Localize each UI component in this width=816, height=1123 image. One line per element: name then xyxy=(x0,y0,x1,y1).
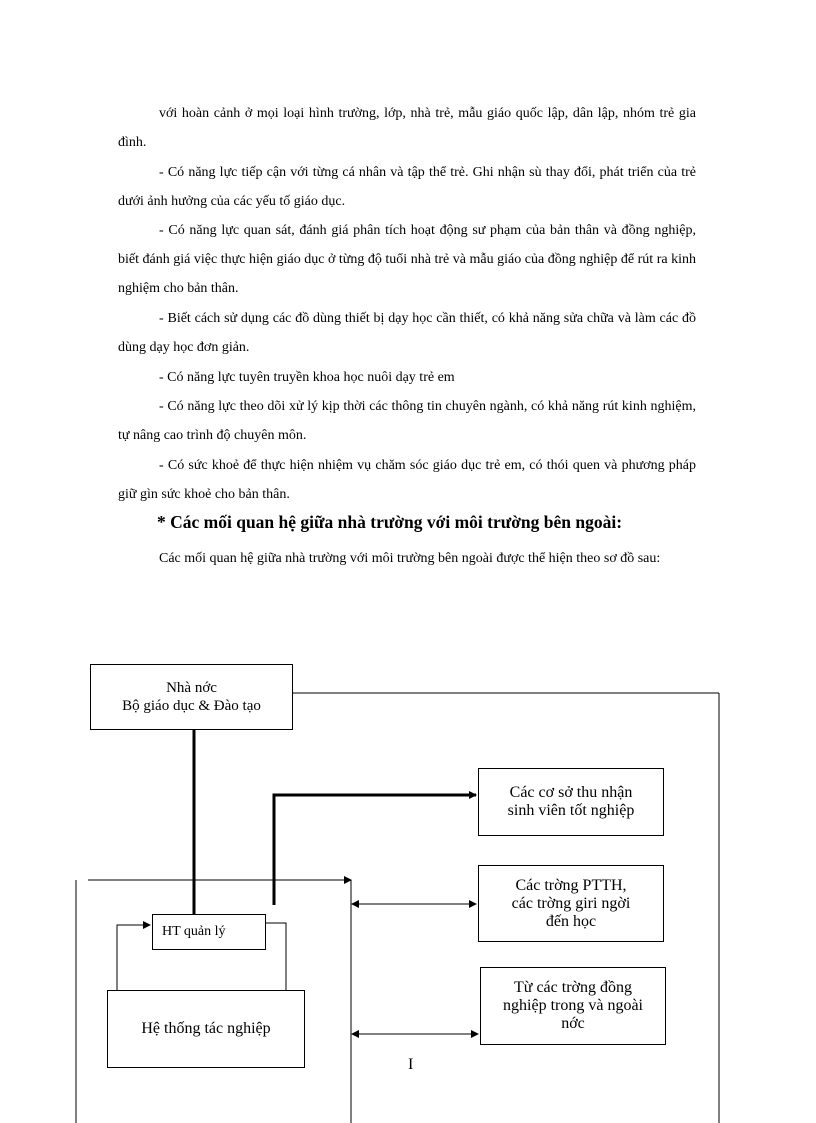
operations-label: Hệ thống tác nghiệp xyxy=(141,1020,271,1037)
paragraph-1: với hoàn cảnh ở mọi loại hình trường, lớp, nhà trẻ, mẫu giáo quốc lập, dân lập, nhóm trẻ gia đình. xyxy=(118,106,696,150)
marker-label: I xyxy=(408,1056,414,1073)
operations-box xyxy=(107,990,305,1068)
paragraph-6: - Có năng lực theo dõi xử lý kịp thời các thông tin chuyên ngành, có khả năng rút kinh nghiệm, tự nâng cao trình độ chuyên môn. xyxy=(118,399,696,443)
receivers-box xyxy=(478,768,664,836)
schools-line-2: các trờng giri ngời xyxy=(511,894,631,912)
peers-box xyxy=(480,967,666,1045)
peers-line-2: nghiệp trong và ngoài xyxy=(503,997,643,1014)
paragraph-3: - Có năng lực quan sát, đánh giá phân tích hoạt động sư phạm của bản thân và đồng nghiệp, biết đánh giá việc thực hiện giáo dục ở từng độ tuổi nhà trẻ và mẫu giáo của đồng nghiệp để rút ra kinh nghiệm cho bản thân. xyxy=(118,223,696,296)
state-line-1: Nhà nớc xyxy=(166,680,217,696)
schools-box xyxy=(478,865,664,942)
paragraph-2: - Có năng lực tiếp cận với từng cá nhân và tập thể trẻ. Ghi nhận sù thay đổi, phát triển của trẻ dưới ảnh hưởng của các yếu tố giáo dục. xyxy=(118,165,696,209)
peers-line-3: nớc xyxy=(561,1015,585,1032)
schools-line-3: đến học xyxy=(545,912,597,930)
receivers-line-1: Các cơ sở thu nhận xyxy=(509,784,633,801)
state-line-2: Bộ giáo dục & Đào tạo xyxy=(122,698,261,714)
receivers-line-2: sinh viên tốt nghiệp xyxy=(507,802,635,819)
schools-line-1: Các trờng PTTH, xyxy=(515,876,627,894)
paragraph-4: - Biết cách sử dụng các đồ dùng thiết bị dạy học cần thiết, có khả năng sửa chữa và làm các đồ dùng dạy học đơn giản. xyxy=(118,311,696,355)
section-heading: * Các mối quan hệ giữa nhà trường với môi trường bên ngoài: xyxy=(157,512,623,532)
paragraph-7: - Có sức khoẻ để thực hiện nhiệm vụ chăm sóc giáo dục trẻ em, có thói quen và phương pháp giữ gìn sức khoẻ cho bản thân. xyxy=(118,458,696,502)
paragraph-5: - Có năng lực tuyên truyền khoa học nuôi dạy trẻ em xyxy=(159,370,455,385)
management-box xyxy=(152,914,266,950)
state-box xyxy=(90,664,293,730)
school-to-receivers-arrow xyxy=(274,795,476,905)
intro-paragraph: Các mối quan hệ giữa nhà trường với môi trường bên ngoài được thể hiện theo sơ đồ sau: xyxy=(159,551,661,566)
peers-line-1: Từ các trờng đồng xyxy=(514,979,632,996)
management-label: HT quản lý xyxy=(162,924,226,939)
